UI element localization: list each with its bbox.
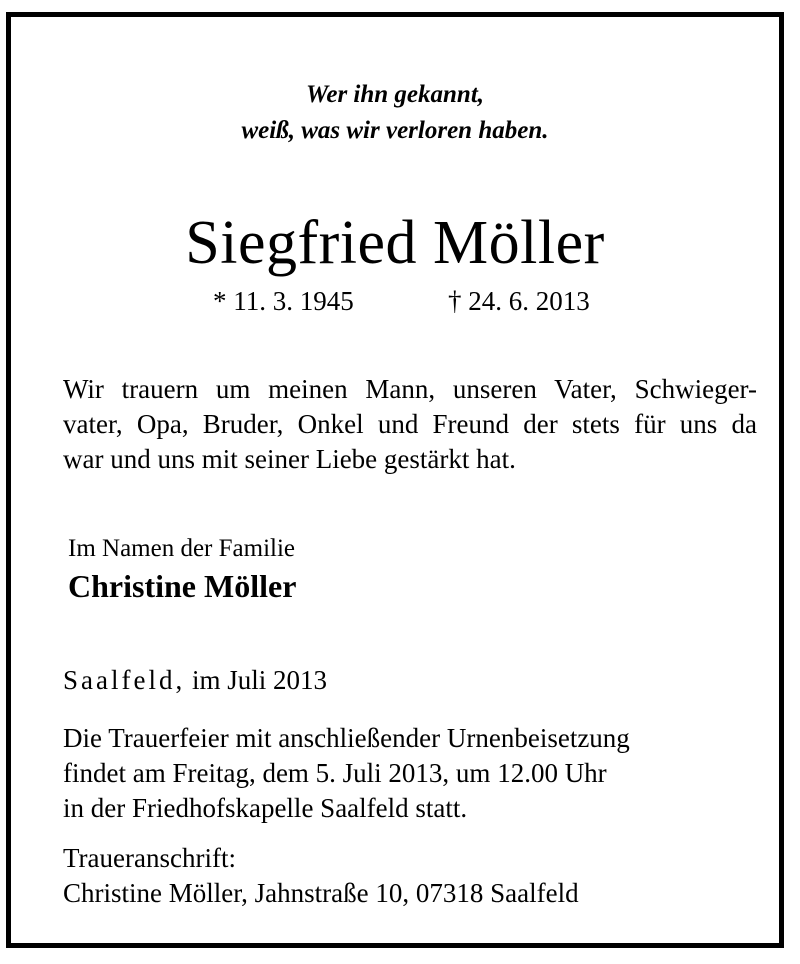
- date: im Juli 2013: [185, 665, 327, 695]
- family-intro: Im Namen der Familie: [68, 535, 296, 562]
- ceremony-line-2: findet am Freitag, dem 5. Juli 2013, um 12.00 Uhr: [63, 758, 607, 788]
- death-date: † 24. 6. 2013: [448, 286, 590, 316]
- deceased-name: Siegfried Möller: [185, 209, 605, 277]
- mourning-line-1: Wir trauern um meinen Mann, unseren Vater, Schwieger-: [63, 374, 757, 404]
- ceremony-line-1: Die Trauerfeier mit anschließender Urnenbeisetzung: [63, 723, 630, 753]
- place-date: [63, 662, 327, 698]
- place: Saalfeld,: [63, 665, 186, 695]
- motto-line-2: weiß, was wir verloren haben.: [241, 117, 549, 144]
- mourning-text: [63, 372, 763, 477]
- ceremony-info: [63, 721, 630, 826]
- ceremony-line-3: in der Friedhofskapelle Saalfeld statt.: [63, 793, 468, 823]
- mourning-line-2: vater, Opa, Bruder, Onkel und Freund der stets für uns da: [63, 409, 757, 439]
- family-signature-name: Christine Möller: [68, 568, 297, 604]
- obituary-frame: [6, 12, 784, 948]
- address-value: Christine Möller, Jahnstraße 10, 07318 Saalfeld: [63, 878, 579, 908]
- motto: [11, 77, 779, 149]
- address-label: Traueranschrift:: [63, 843, 236, 873]
- birth-date: * 11. 3. 1945: [213, 286, 354, 316]
- mourning-line-3: war und uns mit seiner Liebe gestärkt hat.: [63, 444, 516, 474]
- motto-line-1: Wer ihn gekannt,: [305, 81, 485, 108]
